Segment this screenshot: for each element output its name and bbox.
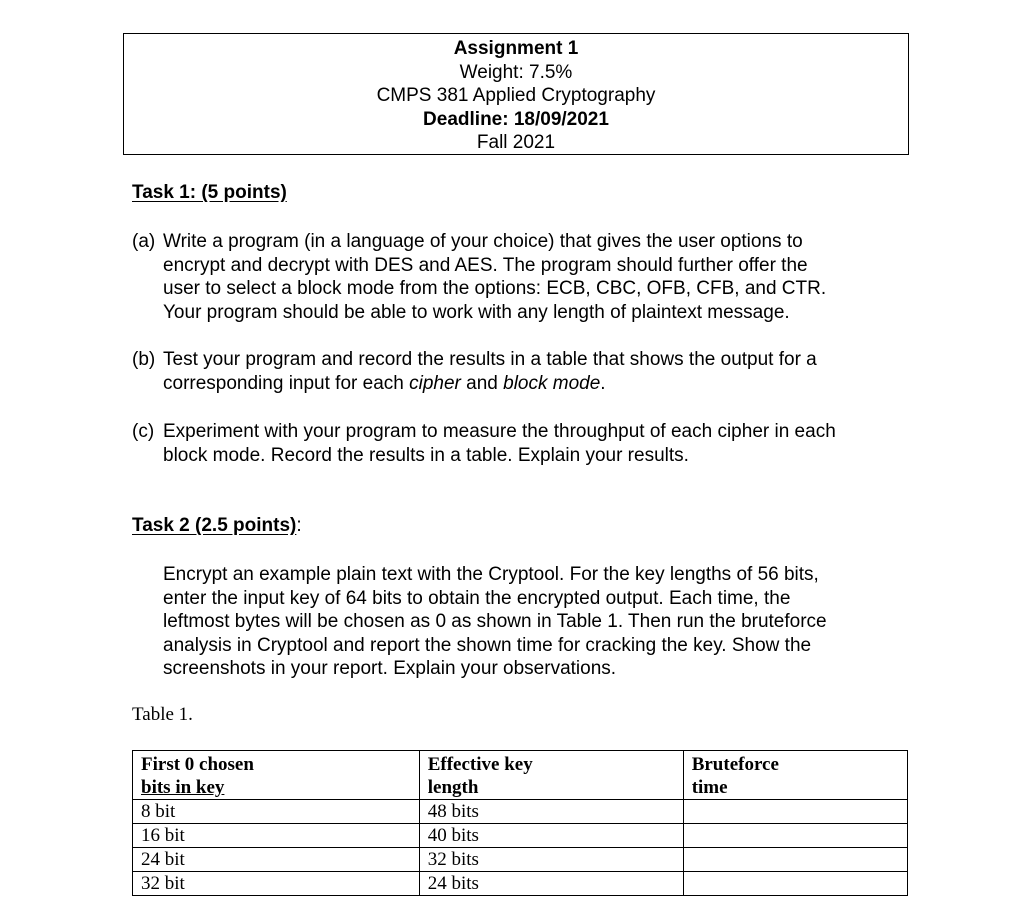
header-bruteforce-time [683, 751, 907, 800]
table-row [133, 800, 908, 824]
table-header-row [133, 751, 908, 800]
header-first-zero-bits [133, 751, 420, 800]
task2-line-3: leftmost bytes will be chosen as 0 as shown in Table 1. Then run the bruteforce [163, 611, 827, 632]
task1-part-a [132, 230, 912, 324]
table-cell: 48 bits [419, 800, 683, 824]
task2-line-2: enter the input key of 64 bits to obtain the encrypted output. Each time, the [163, 587, 791, 609]
assignment-weight: Weight: 7.5% [459, 61, 573, 83]
table-cell [683, 824, 907, 848]
part-b-block-mode-word: block mode [503, 372, 601, 394]
header-2-line-1: Effective key [427, 754, 533, 775]
task1-part-c [132, 420, 912, 467]
table-cell: 40 bits [419, 824, 683, 848]
assignment-deadline: Deadline: 18/09/2021 [423, 108, 609, 130]
table-row [133, 824, 908, 848]
header-3-line-2: time [691, 777, 728, 798]
table-cell [683, 872, 907, 896]
table-cell: 24 bit [133, 848, 420, 872]
header-2-line-2: length [427, 777, 479, 798]
task2-description [163, 563, 903, 681]
part-b-label: (b) [132, 349, 156, 370]
part-a-line-1: Write a program (in a language of your choice) that gives the user options to [163, 231, 803, 252]
table-cell: 32 bit [133, 872, 420, 896]
task2-heading-wrap [132, 515, 302, 537]
table-cell [683, 800, 907, 824]
course-name: CMPS 381 Applied Cryptography [376, 85, 656, 106]
task2-line-5: screenshots in your report. Explain your observations. [163, 658, 617, 679]
part-b-line-2 [132, 372, 912, 396]
header-1-line-2: bits in key [141, 777, 225, 798]
table-caption: Table 1. [132, 704, 193, 725]
task2-line-1: Encrypt an example plain text with the Cryptool. For the key lengths of 56 bits, [163, 564, 819, 585]
header-3-line-1: Bruteforce [691, 754, 779, 775]
part-b-and-word: and [460, 372, 504, 394]
part-c-label: (c) [132, 421, 155, 442]
part-b-line-2-start: corresponding input for each [163, 372, 410, 394]
header-1-line-1: First 0 chosen [141, 754, 254, 775]
task1-part-b [132, 348, 912, 395]
part-a-line-3: user to select a block mode from the options: ECB, CBC, OFB, CFB, and CTR. [163, 278, 827, 299]
table-row [133, 872, 908, 896]
part-b-line-1: Test your program and record the results in a table that shows the output for a [163, 349, 817, 370]
table-cell [683, 848, 907, 872]
header-effective-key-length [419, 751, 683, 800]
assignment-title: Assignment 1 [453, 38, 579, 59]
part-b-cipher-word: cipher [409, 372, 461, 394]
task1-heading: Task 1: (5 points) [132, 182, 287, 203]
part-a-line-2: encrypt and decrypt with DES and AES. The program should further offer the [163, 254, 808, 276]
table-cell: 8 bit [133, 800, 420, 824]
assignment-term: Fall 2021 [476, 132, 556, 153]
part-c-line-2: block mode. Record the results in a table. Explain your results. [163, 444, 689, 466]
table-cell: 24 bits [419, 872, 683, 896]
part-c-line-1: Experiment with your program to measure the throughput of each cipher in each [163, 421, 836, 442]
key-length-table [132, 750, 908, 896]
part-a-label: (a) [132, 231, 156, 252]
task2-heading-colon: : [296, 515, 302, 536]
assignment-header-box [123, 33, 909, 155]
table-row [133, 848, 908, 872]
task2-heading: Task 2 (2.5 points) [132, 515, 297, 536]
task2-line-4: analysis in Cryptool and report the shown time for cracking the key. Show the [163, 634, 812, 656]
table-cell: 32 bits [419, 848, 683, 872]
part-b-period: . [600, 372, 606, 394]
table-cell: 16 bit [133, 824, 420, 848]
part-a-line-4: Your program should be able to work with any length of plaintext message. [163, 301, 790, 323]
